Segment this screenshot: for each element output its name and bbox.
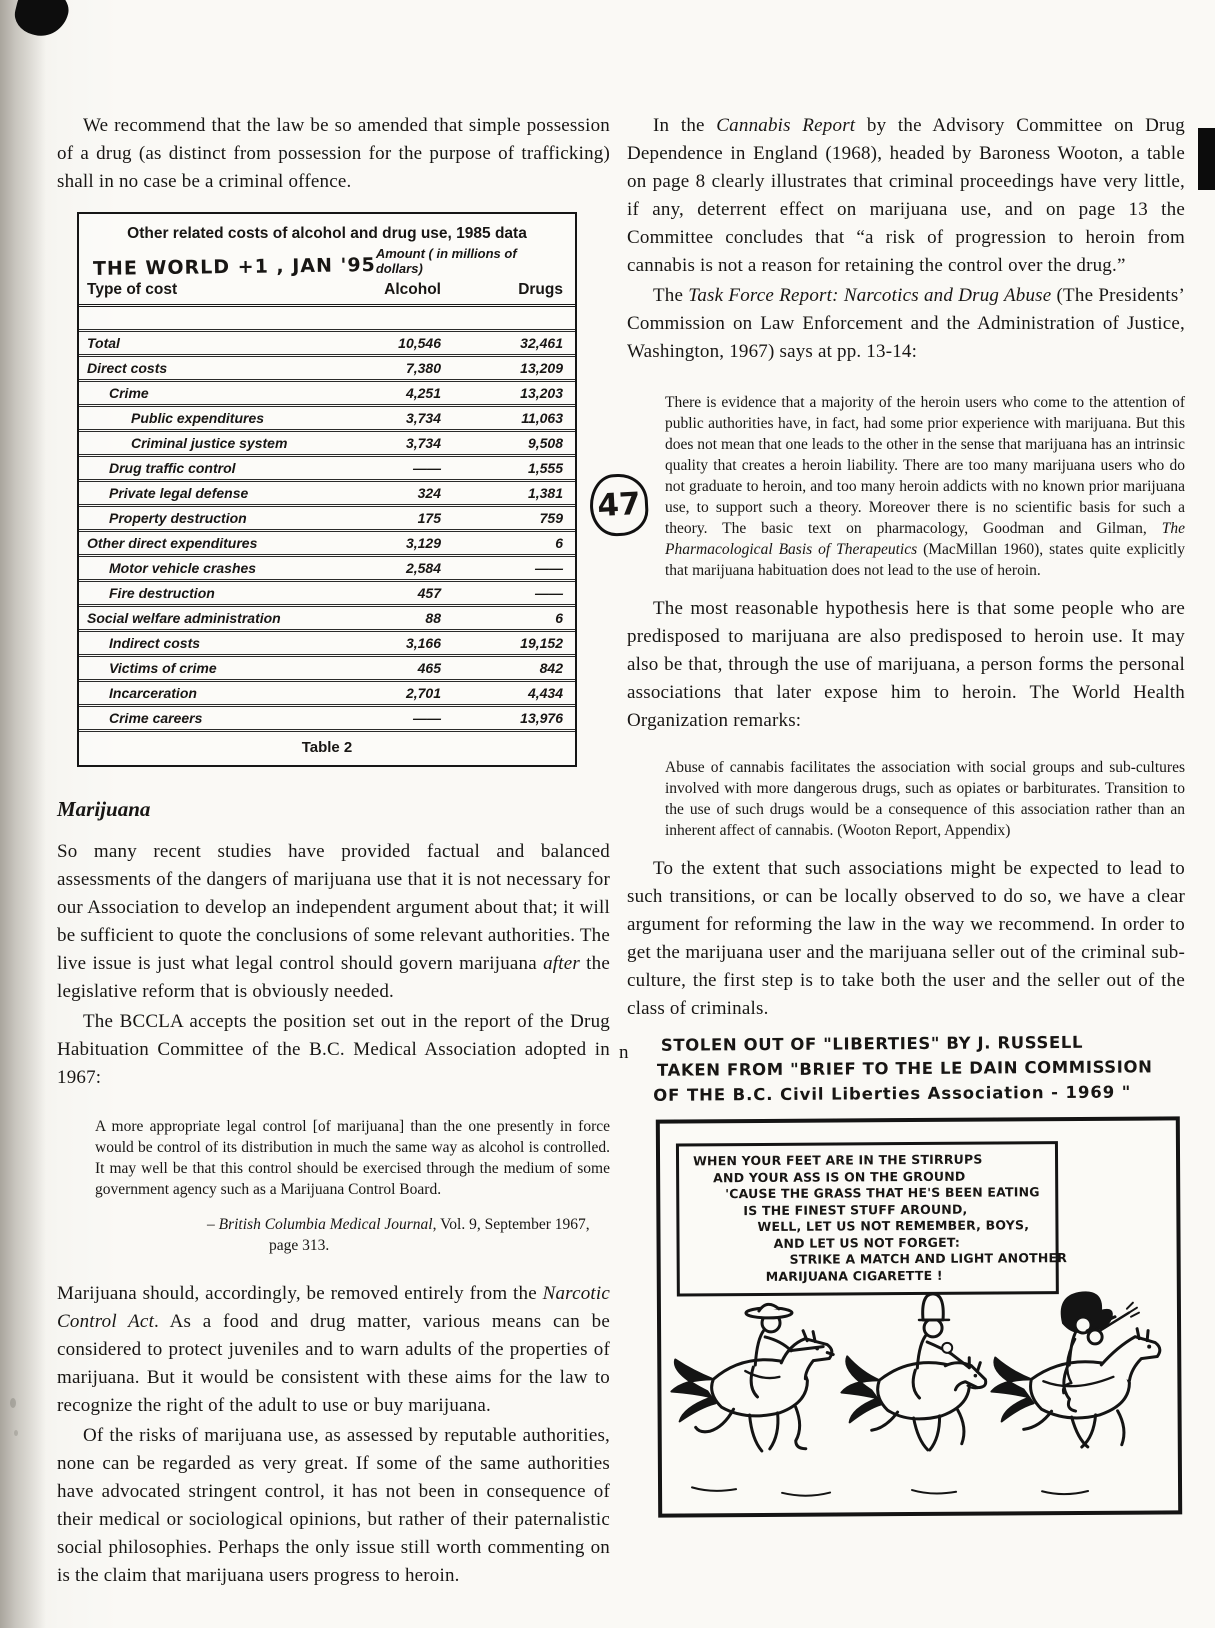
book-title-italic: The Pharmacological Basis of Therapeutics	[665, 520, 1185, 558]
column-header-type: Type of cost	[87, 281, 178, 298]
handwritten-line: TAKEN FROM "BRIEF TO THE LE DAIN COMMISSION	[656, 1057, 1153, 1080]
section-heading-marijuana: Marijuana	[57, 797, 151, 821]
drugs-value: ——	[535, 560, 563, 576]
scan-edge-artifact	[1198, 128, 1215, 190]
text-segment: (The Presidents’ Commission on Law Enforcement and the Administration of Justice, Washington, 1967) says at pp. 13-14:	[627, 285, 1185, 362]
page-reference: page 313.	[269, 1237, 330, 1254]
text-segment: . As a food and drug matter, various means can be considered to protect juveniles and to warn adults of the properties of marijuana. But it would be consistent with these aims for the law to recognize the right of the adult to use or buy marijuana.	[57, 1311, 610, 1416]
alcohol-value: 2,584	[405, 560, 441, 576]
paragraph-hypothesis: The most reasonable hypothesis here is that some people who are predisposed to marijuana are also predisposed to heroin use. It may also be that, through the use of marijuana, a person forms the personal associations that later expose him to heroin. The World Health Organization remarks:	[627, 598, 1185, 731]
table-row	[79, 632, 575, 657]
drugs-value: 6	[555, 535, 563, 551]
drugs-value: 842	[539, 660, 563, 676]
table-row	[79, 507, 575, 532]
text-segment: In the	[653, 115, 717, 136]
lyric-line: STRIKE A MATCH AND LIGHT ANOTHER	[789, 1250, 1068, 1267]
paragraph-narcotic-act	[57, 1280, 610, 1420]
alcohol-value: 3,129	[405, 535, 441, 551]
table-row	[79, 329, 575, 357]
drugs-value: 13,209	[520, 360, 563, 376]
row-label: Drug traffic control	[109, 460, 236, 476]
scan-speck	[10, 1398, 16, 1408]
alcohol-value: 324	[417, 485, 441, 501]
alcohol-value: 3,734	[405, 410, 441, 426]
table-row	[79, 382, 575, 407]
alcohol-value: 175	[417, 510, 441, 526]
table-row	[79, 407, 575, 432]
text-segment: Marijuana should, accordingly, be removed entirely from the	[57, 1283, 543, 1304]
intro-paragraph: We recommend that the law be so amended that simple possession of a drug (as distinct from possession for the purpose of trafficking) shall in no case be a criminal offence.	[57, 115, 610, 192]
row-label: Private legal defense	[109, 485, 249, 501]
row-label: Other direct expenditures	[87, 535, 258, 551]
alcohol-value: 7,380	[405, 360, 441, 376]
row-label: Incarceration	[109, 685, 197, 701]
lyric-line: IS THE FINEST STUFF AROUND,	[743, 1201, 968, 1218]
report-name-italic: Cannabis Report	[716, 115, 856, 136]
paragraph-extent: To the extent that such associations might be expected to lead to such transitions, or can be locally observed to do so, we have a clear argument for reforming the law in the way we recommend. In order to get the marijuana user and the marijuana seller out of the criminal sub-culture, the first step is to take both the user and the seller out of the class of criminals.	[627, 858, 1185, 1019]
row-label: Criminal justice system	[131, 435, 288, 451]
text-segment-italic: after	[543, 953, 580, 974]
lyric-line: AND YOUR ASS IS ON THE GROUND	[713, 1168, 966, 1185]
right-column	[627, 112, 1185, 1516]
table-row	[79, 432, 575, 457]
table-row	[79, 707, 575, 732]
row-label: Victims of crime	[109, 660, 217, 676]
stray-margin-character: n	[619, 1042, 629, 1063]
row-label: Motor vehicle crashes	[109, 560, 257, 576]
text-segment: by the Advisory Committee on Drug Dependence in England (1968), headed by Baroness Wooton, a table on page 8 clearly illustrates that criminal proceedings have very little, if any, deterrent effect on marijuana use, and on page 13 the Committee concludes that “a risk of progression to heroin from cannabis is not a reason for retaining the control over the drug.”	[627, 115, 1185, 276]
cowboys-cartoon-panel	[656, 1116, 1182, 1517]
alcohol-value: 88	[425, 610, 441, 626]
circled-page-number-annotation: 47	[588, 473, 649, 538]
table-annotation-row	[79, 245, 575, 278]
text-segment: the legislative reform that is obviously needed.	[57, 953, 610, 1002]
alcohol-value: 2,701	[405, 685, 441, 701]
alcohol-value: 457	[417, 585, 441, 601]
paragraph-task-force	[627, 282, 1185, 366]
table-row	[79, 657, 575, 682]
cowboys-on-horses-drawing	[661, 1276, 1174, 1511]
alcohol-value: 465	[417, 660, 441, 676]
drugs-value: 759	[539, 510, 563, 526]
handwritten-provenance-note	[647, 1029, 1186, 1108]
text-segment: There is evidence that a majority of the heroin users who come to the attention of public authorities have, in fact, had some prior experience with marijuana. But this does not mean that one leads to the other in the sense that marijuana has an intrinsic quality that creates a heroin liability. There are too many marijuana users who do not graduate to heroin, and too many heroin addicts with no known prior marijuana use, to support such a theory. Moreover there is no scientific basis for such a theory. The basic text on pharmacology, Goodman and Gilman,	[665, 394, 1185, 537]
act-name-italic: Narcotic Control Act	[57, 1283, 610, 1332]
table-row	[79, 357, 575, 382]
handwritten-source-annotation: THE WORLD +1 , JAN '95	[92, 254, 376, 280]
left-column	[57, 112, 610, 1592]
paragraph-studies	[57, 838, 610, 1006]
table-row	[79, 482, 575, 507]
column-header-alcohol: Alcohol	[384, 281, 441, 298]
alcohol-value: 3,166	[405, 635, 441, 651]
lyric-line: MARIJUANA CIGARETTE !	[765, 1267, 943, 1284]
table-row	[79, 457, 575, 482]
book-gutter-shadow	[0, 0, 46, 1628]
alcohol-value: 4,251	[405, 385, 441, 401]
alcohol-value: 3,734	[405, 435, 441, 451]
journal-name: British Columbia Medical Journal	[218, 1216, 433, 1233]
lyric-line: WHEN YOUR FEET ARE IN THE STIRRUPS	[692, 1151, 983, 1169]
row-label: Social welfare administration	[87, 610, 281, 626]
blockquote-bcma: A more appropriate legal control [of marijuana] than the one presently in force would be control of its distribution in much the same way as alcohol is controlled. It may well be that this control should be exercised through the medium of some government agency such as a Marijuana Control Board.	[95, 1118, 610, 1198]
quote-attribution	[207, 1214, 610, 1256]
row-label: Total	[87, 335, 120, 351]
drugs-value: 4,434	[527, 685, 563, 701]
paragraph-cannabis-report	[627, 112, 1185, 280]
costs-table	[77, 212, 577, 767]
row-label: Public expenditures	[131, 410, 265, 426]
report-name-italic: Task Force Report: Narcotics and Drug Abuse	[688, 285, 1052, 306]
drugs-value: 13,203	[520, 385, 563, 401]
row-label: Fire destruction	[109, 585, 215, 601]
table-title: Other related costs of alcohol and drug use, 1985 data	[127, 225, 527, 242]
row-label: Direct costs	[87, 360, 168, 376]
handwritten-line: OF THE B.C. Civil Liberties Association - 1969 "	[653, 1082, 1132, 1105]
drugs-value: 1,555	[527, 460, 563, 476]
cartoon-lyrics-box	[676, 1141, 1068, 1296]
row-label: Crime careers	[109, 710, 203, 726]
paragraph-risks: Of the risks of marijuana use, as assessed by reputable authorities, none can be regarded as very great. If some of the same authorities have advocated stringent control, it has not been in consequence of their medical or sociological opinions, but rather of their paternalistic social philosophies. Perhaps the only issue still worth commenting on is the claim that marijuana users progress to heroin.	[57, 1425, 610, 1586]
drugs-value: 1,381	[527, 485, 563, 501]
drugs-value: 6	[555, 610, 563, 626]
drugs-value: ——	[535, 585, 563, 601]
blockquote-task-force	[665, 392, 1185, 581]
text-segment: The	[653, 285, 689, 306]
drugs-value: 11,063	[521, 410, 563, 426]
text-segment: , Vol. 9, September 1967,	[432, 1216, 590, 1233]
table-row	[79, 682, 575, 707]
scan-speck	[14, 1430, 18, 1436]
row-label: Crime	[109, 385, 149, 401]
table-row	[79, 557, 575, 582]
row-label: Indirect costs	[109, 635, 201, 651]
drugs-value: 32,461	[520, 335, 563, 351]
table-header-row	[79, 278, 575, 307]
table-row	[79, 607, 575, 632]
lyric-line: AND LET US NOT FORGET:	[773, 1234, 961, 1251]
text-segment: –	[207, 1216, 219, 1233]
text-segment: So many recent studies have provided factual and balanced assessments of the dangers of marijuana use that it is not necessary for our Association to develop an independent argument about that; it will be sufficient to quote the conclusions of some relevant authorities. The live issue is just what legal control should govern marijuana	[57, 841, 610, 974]
alcohol-value: 10,546	[398, 335, 441, 351]
drugs-value: 9,508	[527, 435, 563, 451]
lyric-line: WELL, LET US NOT REMEMBER, BOYS,	[757, 1217, 1030, 1234]
row-label: Property destruction	[109, 510, 247, 526]
table-row	[79, 532, 575, 557]
lyric-line: 'CAUSE THE GRASS THAT HE'S BEEN EATING	[725, 1184, 1040, 1202]
handwritten-line: STOLEN OUT OF "LIBERTIES" BY J. RUSSELL	[660, 1032, 1084, 1055]
amount-units-note: Amount ( in millions of dollars)	[375, 246, 517, 276]
paragraph-bccla: The BCCLA accepts the position set out in the report of the Drug Habituation Committee of the B.C. Medical Association adopted in 1967:	[57, 1011, 610, 1088]
column-header-drugs: Drugs	[518, 281, 563, 298]
drugs-value: 19,152	[520, 635, 563, 651]
text-segment: (MacMillan 1960), states quite explicitly that marijuana habituation does not lead to the use of heroin.	[665, 541, 1185, 579]
blockquote-who: Abuse of cannabis facilitates the association with social groups and sub-cultures involved with more dangerous drugs, such as opiates or barbiturates. Transition to the use of such drugs would be a consequence of this association rather than an inherent affect of cannabis. (Wooton Report, Appendix)	[665, 759, 1185, 839]
table-row	[79, 582, 575, 607]
alcohol-value: ——	[413, 710, 441, 726]
drugs-value: 13,976	[520, 710, 563, 726]
table-caption: Table 2	[301, 739, 353, 756]
alcohol-value: ——	[413, 460, 441, 476]
